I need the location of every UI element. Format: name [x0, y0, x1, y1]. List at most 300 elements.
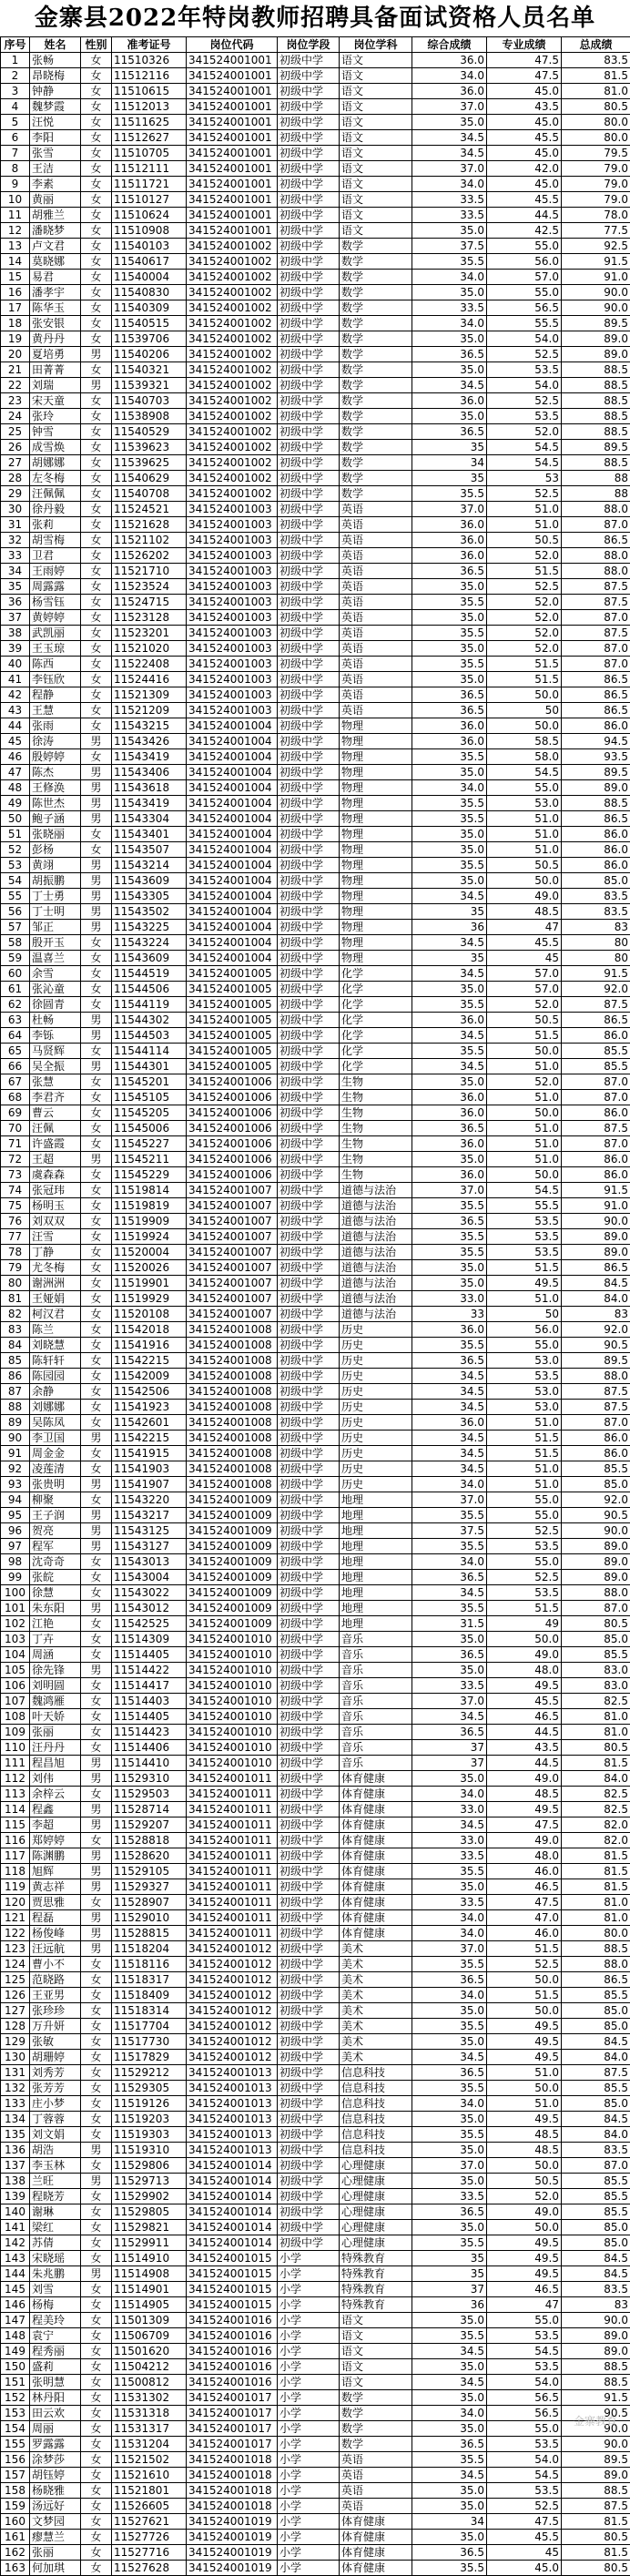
cell-total-score: 89.5	[562, 316, 630, 331]
cell-subject-score: 55.0	[487, 2313, 562, 2328]
cell-post-code: 341524001007	[187, 1214, 278, 1229]
cell-gender: 女	[81, 1678, 112, 1694]
cell-subject-score: 51.0	[487, 827, 562, 842]
cell-seq: 53	[1, 858, 30, 873]
cell-gender: 女	[81, 657, 112, 672]
cell-total-score: 87.0	[562, 1136, 630, 1152]
cell-subject-score: 48.5	[487, 1787, 562, 1802]
cell-total-score: 87.0	[562, 1415, 630, 1431]
cell-name: 刘娜娜	[30, 1400, 81, 1415]
cell-subject-score: 45.5	[487, 935, 562, 951]
cell-gender: 女	[81, 1461, 112, 1477]
cell-post-level: 初级中学	[278, 502, 340, 517]
cell-name: 余梓云	[30, 1787, 81, 1802]
cell-seq: 19	[1, 331, 30, 347]
cell-total-score: 92.0	[562, 1322, 630, 1338]
cell-exam-id: 11519924	[112, 1229, 187, 1245]
cell-subject-score: 51.5	[487, 657, 562, 672]
cell-gender: 男	[81, 1539, 112, 1554]
cell-gender: 男	[81, 765, 112, 780]
cell-post-subject: 音乐	[340, 1756, 412, 1771]
cell-post-level: 初级中学	[278, 1044, 340, 1059]
cell-name: 徐丹毅	[30, 502, 81, 517]
cell-post-code: 341524001003	[187, 687, 278, 703]
cell-general-score: 33.5	[412, 208, 487, 223]
cell-exam-id: 11539623	[112, 440, 187, 455]
cell-gender: 女	[81, 2406, 112, 2421]
cell-general-score: 34.5	[412, 1817, 487, 1833]
cell-post-subject: 语文	[340, 223, 412, 239]
cell-subject-score: 43.5	[487, 1740, 562, 1756]
cell-post-subject: 信息科技	[340, 2127, 412, 2143]
cell-exam-id: 11526605	[112, 2499, 187, 2514]
cell-gender: 女	[81, 68, 112, 84]
cell-name: 魏梦霞	[30, 99, 81, 115]
cell-subject-score: 47.5	[487, 68, 562, 84]
cell-total-score: 81.0	[562, 1910, 630, 1926]
cell-exam-id: 11521020	[112, 641, 187, 657]
cell-exam-id: 11543609	[112, 951, 187, 966]
cell-post-code: 341524001011	[187, 1833, 278, 1848]
cell-name: 刘瑞	[30, 378, 81, 393]
cell-exam-id: 11541915	[112, 1446, 187, 1461]
cell-gender: 女	[81, 1833, 112, 1848]
cell-seq: 95	[1, 1508, 30, 1523]
cell-exam-id: 11543305	[112, 889, 187, 904]
cell-subject-score: 54.5	[487, 2344, 562, 2359]
cell-gender: 男	[81, 1523, 112, 1539]
cell-post-subject: 历史	[340, 1322, 412, 1338]
cell-total-score: 84.5	[562, 2112, 630, 2127]
cell-post-subject: 地理	[340, 1492, 412, 1508]
cell-exam-id: 11518317	[112, 1972, 187, 1988]
cell-gender: 女	[81, 687, 112, 703]
cell-name: 刘伟	[30, 1771, 81, 1787]
cell-post-code: 341524001008	[187, 1400, 278, 1415]
cell-gender: 男	[81, 1756, 112, 1771]
cell-post-code: 341524001002	[187, 486, 278, 502]
cell-name: 黄翊	[30, 858, 81, 873]
cell-exam-id: 11512013	[112, 99, 187, 115]
table-row	[1, 765, 630, 780]
cell-post-subject: 音乐	[340, 1647, 412, 1663]
cell-exam-id: 11518116	[112, 1957, 187, 1972]
cell-general-score: 36.5	[412, 2437, 487, 2452]
cell-subject-score: 47	[487, 2297, 562, 2313]
cell-post-code: 341524001013	[187, 2112, 278, 2127]
cell-total-score: 88.5	[562, 2375, 630, 2390]
cell-subject-score: 45	[487, 2545, 562, 2561]
cell-post-level: 初级中学	[278, 548, 340, 564]
cell-post-code: 341524001002	[187, 331, 278, 347]
cell-subject-score: 51.5	[487, 564, 562, 579]
cell-seq: 89	[1, 1415, 30, 1431]
cell-name: 汤远好	[30, 2499, 81, 2514]
cell-gender: 女	[81, 1415, 112, 1431]
cell-exam-id: 11543013	[112, 1554, 187, 1570]
cell-seq: 144	[1, 2266, 30, 2282]
cell-name: 王修涣	[30, 780, 81, 796]
cell-subject-score: 50.0	[487, 873, 562, 889]
cell-post-code: 341524001003	[187, 502, 278, 517]
cell-post-code: 341524001019	[187, 2514, 278, 2530]
table-row	[1, 2019, 630, 2034]
cell-post-code: 341524001007	[187, 1229, 278, 1245]
cell-post-level: 初级中学	[278, 1384, 340, 1400]
cell-general-score: 35.5	[412, 1044, 487, 1059]
cell-name: 李钰欣	[30, 672, 81, 687]
cell-general-score: 36	[412, 920, 487, 935]
cell-name: 黄志祥	[30, 1879, 81, 1895]
cell-post-level: 初级中学	[278, 177, 340, 192]
cell-post-code: 341524001011	[187, 1802, 278, 1817]
cell-post-level: 初级中学	[278, 1709, 340, 1725]
cell-name: 谢琳	[30, 2204, 81, 2220]
cell-post-level: 初级中学	[278, 827, 340, 842]
cell-gender: 女	[81, 2499, 112, 2514]
cell-post-subject: 物理	[340, 734, 412, 749]
cell-general-score: 33.5	[412, 1848, 487, 1864]
table-row	[1, 1121, 630, 1136]
cell-seq: 85	[1, 1353, 30, 1369]
cell-gender: 男	[81, 1013, 112, 1028]
cell-gender: 男	[81, 1771, 112, 1787]
cell-post-subject: 化学	[340, 1013, 412, 1028]
cell-total-score: 88.5	[562, 424, 630, 440]
cell-post-level: 小学	[278, 2406, 340, 2421]
table-row	[1, 1910, 630, 1926]
cell-total-score: 88.0	[562, 1369, 630, 1384]
cell-general-score: 36.0	[412, 1136, 487, 1152]
cell-subject-score: 49.0	[487, 2204, 562, 2220]
cell-gender: 女	[81, 1632, 112, 1647]
cell-post-level: 初级中学	[278, 378, 340, 393]
table-row	[1, 1136, 630, 1152]
cell-gender: 女	[81, 1307, 112, 1322]
cell-post-level: 初级中学	[278, 239, 340, 254]
cell-name: 王玉琼	[30, 641, 81, 657]
cell-total-score: 86.0	[562, 1028, 630, 1044]
cell-post-subject: 物理	[340, 765, 412, 780]
cell-name: 陈华玉	[30, 300, 81, 316]
cell-post-code: 341524001004	[187, 904, 278, 920]
cell-post-subject: 化学	[340, 1028, 412, 1044]
cell-exam-id: 11545227	[112, 1136, 187, 1152]
cell-exam-id: 11544302	[112, 1013, 187, 1028]
cell-post-subject: 信息科技	[340, 2065, 412, 2081]
cell-seq: 135	[1, 2127, 30, 2143]
cell-post-level: 初级中学	[278, 1492, 340, 1508]
table-row	[1, 2034, 630, 2050]
cell-post-code: 341524001005	[187, 1028, 278, 1044]
cell-exam-id: 11540617	[112, 254, 187, 270]
cell-exam-id: 11540004	[112, 270, 187, 285]
cell-name: 程昌旭	[30, 1756, 81, 1771]
table-row	[1, 2282, 630, 2297]
cell-name: 左冬梅	[30, 471, 81, 486]
table-row	[1, 1400, 630, 1415]
cell-post-code: 341524001003	[187, 641, 278, 657]
cell-post-code: 341524001007	[187, 1291, 278, 1307]
cell-name: 周涵	[30, 1647, 81, 1663]
cell-gender: 女	[81, 471, 112, 486]
cell-post-level: 小学	[278, 2375, 340, 2390]
cell-total-score: 90.0	[562, 2313, 630, 2328]
table-row	[1, 2530, 630, 2545]
cell-exam-id: 11527726	[112, 2530, 187, 2545]
table-row	[1, 672, 630, 687]
cell-total-score: 90.0	[562, 2437, 630, 2452]
table-row	[1, 1167, 630, 1183]
cell-general-score: 35.5	[412, 1508, 487, 1523]
cell-post-level: 初级中学	[278, 1694, 340, 1709]
cell-subject-score: 49.5	[487, 2235, 562, 2251]
table-row	[1, 2174, 630, 2189]
cell-post-code: 341524001001	[187, 84, 278, 99]
table-row	[1, 1879, 630, 1895]
table-row	[1, 1725, 630, 1740]
cell-seq: 26	[1, 440, 30, 455]
table-row	[1, 2235, 630, 2251]
cell-post-subject: 英语	[340, 657, 412, 672]
cell-seq: 143	[1, 2251, 30, 2266]
cell-exam-id: 11519203	[112, 2112, 187, 2127]
cell-post-code: 341524001002	[187, 409, 278, 424]
cell-seq: 76	[1, 1214, 30, 1229]
cell-subject-score: 50.5	[487, 858, 562, 873]
cell-post-subject: 物理	[340, 811, 412, 827]
cell-gender: 女	[81, 718, 112, 734]
cell-name: 苏倩	[30, 2235, 81, 2251]
cell-general-score: 35.5	[412, 1338, 487, 1353]
cell-name: 程静	[30, 687, 81, 703]
cell-exam-id: 11544503	[112, 1028, 187, 1044]
cell-exam-id: 11545105	[112, 1090, 187, 1105]
cell-post-subject: 历史	[340, 1369, 412, 1384]
cell-post-subject: 语文	[340, 2359, 412, 2375]
cell-name: 曹小不	[30, 1957, 81, 1972]
cell-exam-id: 11511721	[112, 177, 187, 192]
cell-gender: 女	[81, 239, 112, 254]
cell-gender: 男	[81, 2174, 112, 2189]
cell-subject-score: 52.0	[487, 626, 562, 641]
cell-total-score: 80	[562, 935, 630, 951]
cell-general-score: 35.5	[412, 1601, 487, 1616]
table-row	[1, 2003, 630, 2019]
cell-post-level: 初级中学	[278, 2019, 340, 2034]
table-row	[1, 2359, 630, 2375]
cell-exam-id: 11524416	[112, 672, 187, 687]
cell-gender: 女	[81, 2483, 112, 2499]
cell-post-level: 初级中学	[278, 2065, 340, 2081]
cell-subject-score: 52.5	[487, 1957, 562, 1972]
cell-general-score: 36.5	[412, 1972, 487, 1988]
cell-post-level: 初级中学	[278, 873, 340, 889]
cell-post-level: 初级中学	[278, 1957, 340, 1972]
cell-post-code: 341524001006	[187, 1105, 278, 1121]
cell-name: 黄丽	[30, 192, 81, 208]
cell-subject-score: 46.5	[487, 1709, 562, 1725]
cell-general-score: 37	[412, 2282, 487, 2297]
cell-general-score: 35.0	[412, 2003, 487, 2019]
cell-post-subject: 体育健康	[340, 2530, 412, 2545]
cell-post-level: 小学	[278, 2344, 340, 2359]
cell-exam-id: 11541923	[112, 1400, 187, 1415]
cell-general-score: 36.5	[412, 347, 487, 362]
cell-subject-score: 47.5	[487, 1895, 562, 1910]
cell-name: 温喜兰	[30, 951, 81, 966]
cell-gender: 女	[81, 2158, 112, 2174]
cell-gender: 男	[81, 1508, 112, 1523]
cell-post-level: 小学	[278, 2545, 340, 2561]
cell-total-score: 86.0	[562, 1105, 630, 1121]
cell-subject-score: 53.5	[487, 362, 562, 378]
cell-post-code: 341524001016	[187, 2375, 278, 2390]
cell-subject-score: 44.5	[487, 1725, 562, 1740]
table-row	[1, 2499, 630, 2514]
cell-post-level: 小学	[278, 2297, 340, 2313]
cell-post-level: 初级中学	[278, 517, 340, 533]
cell-subject-score: 50.0	[487, 1972, 562, 1988]
cell-exam-id: 11519310	[112, 2143, 187, 2158]
cell-gender: 女	[81, 2452, 112, 2468]
cell-subject-score: 53.5	[487, 2437, 562, 2452]
cell-post-level: 初级中学	[278, 440, 340, 455]
cell-name: 徐圆青	[30, 997, 81, 1013]
cell-post-subject: 特殊教育	[340, 2297, 412, 2313]
cell-name: 陈园园	[30, 1369, 81, 1384]
cell-general-score: 35.5	[412, 2328, 487, 2344]
cell-gender: 男	[81, 1879, 112, 1895]
cell-post-subject: 生物	[340, 1167, 412, 1183]
cell-seq: 129	[1, 2034, 30, 2050]
cell-post-subject: 历史	[340, 1446, 412, 1461]
cell-gender: 女	[81, 595, 112, 610]
cell-post-subject: 地理	[340, 1523, 412, 1539]
cell-post-code: 341524001010	[187, 1709, 278, 1725]
cell-post-code: 341524001001	[187, 68, 278, 84]
table-row	[1, 1988, 630, 2003]
cell-post-code: 341524001013	[187, 2096, 278, 2112]
cell-general-score: 34.0	[412, 177, 487, 192]
cell-gender: 女	[81, 2127, 112, 2143]
cell-gender: 女	[81, 1384, 112, 1400]
cell-subject-score: 52.0	[487, 1074, 562, 1090]
cell-subject-score: 54.0	[487, 2375, 562, 2390]
cell-post-level: 初级中学	[278, 1105, 340, 1121]
cell-gender: 女	[81, 548, 112, 564]
cell-post-code: 341524001004	[187, 749, 278, 765]
cell-subject-score: 53.5	[487, 1369, 562, 1384]
table-row	[1, 1523, 630, 1539]
cell-seq: 80	[1, 1276, 30, 1291]
cell-seq: 150	[1, 2359, 30, 2375]
cell-exam-id: 11510615	[112, 84, 187, 99]
header-post-subject: 岗位学科	[340, 37, 412, 53]
cell-post-subject: 物理	[340, 780, 412, 796]
cell-total-score: 89.0	[562, 347, 630, 362]
cell-name: 程美玲	[30, 2313, 81, 2328]
cell-seq: 98	[1, 1554, 30, 1570]
cell-subject-score: 45.0	[487, 2561, 562, 2576]
cell-seq: 92	[1, 1461, 30, 1477]
cell-name: 张珍珍	[30, 2003, 81, 2019]
cell-seq: 149	[1, 2344, 30, 2359]
cell-gender: 男	[81, 1431, 112, 1446]
cell-post-level: 初级中学	[278, 1431, 340, 1446]
cell-total-score: 89.0	[562, 331, 630, 347]
cell-exam-id: 11519909	[112, 1214, 187, 1229]
cell-post-subject: 数学	[340, 239, 412, 254]
cell-total-score: 81.5	[562, 1848, 630, 1864]
cell-general-score: 33	[412, 1307, 487, 1322]
cell-subject-score: 52.0	[487, 641, 562, 657]
cell-name: 张雨	[30, 718, 81, 734]
cell-seq: 154	[1, 2421, 30, 2437]
cell-subject-score: 49.0	[487, 1647, 562, 1663]
cell-post-level: 初级中学	[278, 424, 340, 440]
cell-post-code: 341524001010	[187, 1725, 278, 1740]
cell-post-level: 初级中学	[278, 254, 340, 270]
cell-exam-id: 11519819	[112, 1198, 187, 1214]
cell-gender: 女	[81, 2421, 112, 2437]
cell-gender: 女	[81, 502, 112, 517]
cell-gender: 女	[81, 2313, 112, 2328]
cell-name: 陈兰	[30, 1322, 81, 1338]
cell-exam-id: 11521801	[112, 2483, 187, 2499]
cell-post-code: 341524001005	[187, 1044, 278, 1059]
cell-post-code: 341524001004	[187, 734, 278, 749]
cell-post-level: 初级中学	[278, 1369, 340, 1384]
cell-name: 文梦园	[30, 2514, 81, 2530]
cell-name: 曹云	[30, 1105, 81, 1121]
cell-seq: 130	[1, 2050, 30, 2065]
cell-gender: 女	[81, 53, 112, 68]
cell-post-code: 341524001017	[187, 2406, 278, 2421]
cell-exam-id: 11521628	[112, 517, 187, 533]
cell-gender: 男	[81, 889, 112, 904]
cell-seq: 78	[1, 1245, 30, 1260]
cell-total-score: 91.0	[562, 1198, 630, 1214]
cell-general-score: 36.5	[412, 2065, 487, 2081]
cell-post-subject: 道德与法治	[340, 1291, 412, 1307]
cell-exam-id: 11543406	[112, 765, 187, 780]
cell-general-score: 36.5	[412, 2204, 487, 2220]
cell-post-level: 初级中学	[278, 1338, 340, 1353]
table-row	[1, 2065, 630, 2081]
table-row	[1, 1183, 630, 1198]
cell-post-subject: 数学	[340, 316, 412, 331]
cell-name: 汪佩佩	[30, 486, 81, 502]
cell-seq: 139	[1, 2189, 30, 2204]
cell-name: 杨雪钰	[30, 595, 81, 610]
cell-name: 旭辉	[30, 1864, 81, 1879]
table-row	[1, 703, 630, 718]
table-row	[1, 1833, 630, 1848]
cell-seq: 140	[1, 2204, 30, 2220]
cell-gender: 女	[81, 2019, 112, 2034]
cell-total-score: 88.0	[562, 1957, 630, 1972]
cell-exam-id: 11512627	[112, 130, 187, 146]
cell-general-score: 36.5	[412, 2545, 487, 2561]
cell-subject-score: 52.0	[487, 548, 562, 564]
cell-seq: 163	[1, 2561, 30, 2576]
cell-post-code: 341524001019	[187, 2530, 278, 2545]
cell-seq: 60	[1, 966, 30, 982]
cell-exam-id: 11501309	[112, 2313, 187, 2328]
table-row	[1, 982, 630, 997]
table-row	[1, 2561, 630, 2576]
